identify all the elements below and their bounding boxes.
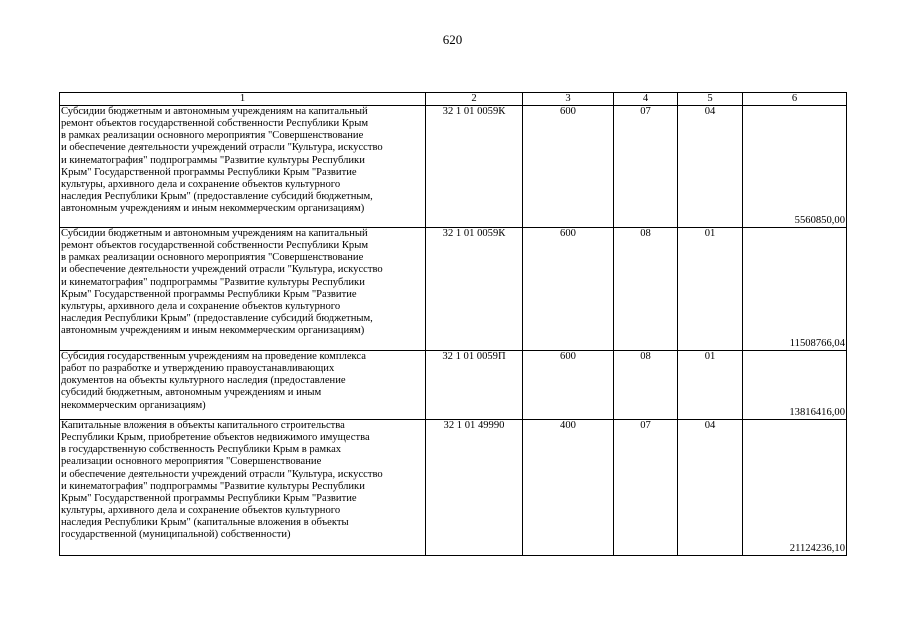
row-target-code: 32 1 01 49990 (426, 420, 523, 556)
row-amount: 13816416,00 (743, 351, 847, 420)
row-subsection: 01 (678, 351, 743, 420)
row-description: Субсидии бюджетным и автономным учреждениям на капитальный ремонт объектов государственной собственности Республики Крым в рамках реализации основного мероприятия "Совершенствование и обеспечение деятельности учреждений отрасли "Культура, искусство и кинематография" подпрограммы "Развитие культуры Республики Крым" Государственной программы Республики Крым "Развитие культуры, архивного дела и сохранение объектов культурного наследия Республики Крым" (предоставление субсидий бюджетным, автономным учреждениям и иным некоммерческим организациям) (60, 228, 426, 351)
page-number: 620 (442, 32, 463, 47)
budget-table (59, 92, 847, 556)
header-cell-6: 6 (743, 93, 847, 106)
row-description: Капитальные вложения в объекты капитального строительства Республики Крым, приобретение объектов недвижимого имущества в государственную собственность Республики Крым в рамках реализации основного мероприятия "Совершенствование и обеспечение деятельности учреждений отрасли "Культура, искусство и кинематография" подпрограммы "Развитие культуры Республики Крым" Государственной программы Республики Крым "Развитие культуры, архивного дела и сохранение объектов культурного наследия Республики Крым" (капитальные вложения в объекты государственной (муниципальной) собственности) (60, 420, 426, 556)
table-row (60, 351, 847, 420)
row-description: Субсидии бюджетным и автономным учреждениям на капитальный ремонт объектов государственной собственности Республики Крым в рамках реализации основного мероприятия "Совершенствование и обеспечение деятельности учреждений отрасли "Культура, искусство и кинематография" подпрограммы "Развитие культуры Республики Крым" Государственной программы Республики Крым "Развитие культуры, архивного дела и сохранение объектов культурного наследия Республики Крым" (предоставление субсидий бюджетным, автономным учреждениям и иным некоммерческим организациям) (60, 106, 426, 228)
row-expense-type: 600 (523, 351, 614, 420)
header-cell-2: 2 (426, 93, 523, 106)
row-subsection: 01 (678, 228, 743, 351)
row-amount: 11508766,04 (743, 228, 847, 351)
header-cell-3: 3 (523, 93, 614, 106)
row-section: 08 (614, 228, 678, 351)
table-row (60, 420, 847, 556)
header-cell-1: 1 (60, 93, 426, 106)
table-row (60, 106, 847, 228)
row-amount: 21124236,10 (743, 420, 847, 556)
row-description: Субсидия государственным учреждениям на проведение комплекса работ по разработке и утверждению правоустанавливающих документов на объекты культурного наследия (предоставление субсидий бюджетным, автономным учреждениям и иным некоммерческим организациям) (60, 351, 426, 420)
row-expense-type: 600 (523, 228, 614, 351)
row-target-code: 32 1 01 0059П (426, 351, 523, 420)
row-target-code: 32 1 01 0059К (426, 106, 523, 228)
row-section: 07 (614, 420, 678, 556)
row-section: 08 (614, 351, 678, 420)
table-header-row (60, 93, 847, 106)
row-target-code: 32 1 01 0059К (426, 228, 523, 351)
table-row (60, 228, 847, 351)
row-subsection: 04 (678, 420, 743, 556)
row-expense-type: 400 (523, 420, 614, 556)
row-subsection: 04 (678, 106, 743, 228)
row-section: 07 (614, 106, 678, 228)
row-amount: 5560850,00 (743, 106, 847, 228)
row-expense-type: 600 (523, 106, 614, 228)
header-cell-5: 5 (678, 93, 743, 106)
header-cell-4: 4 (614, 93, 678, 106)
